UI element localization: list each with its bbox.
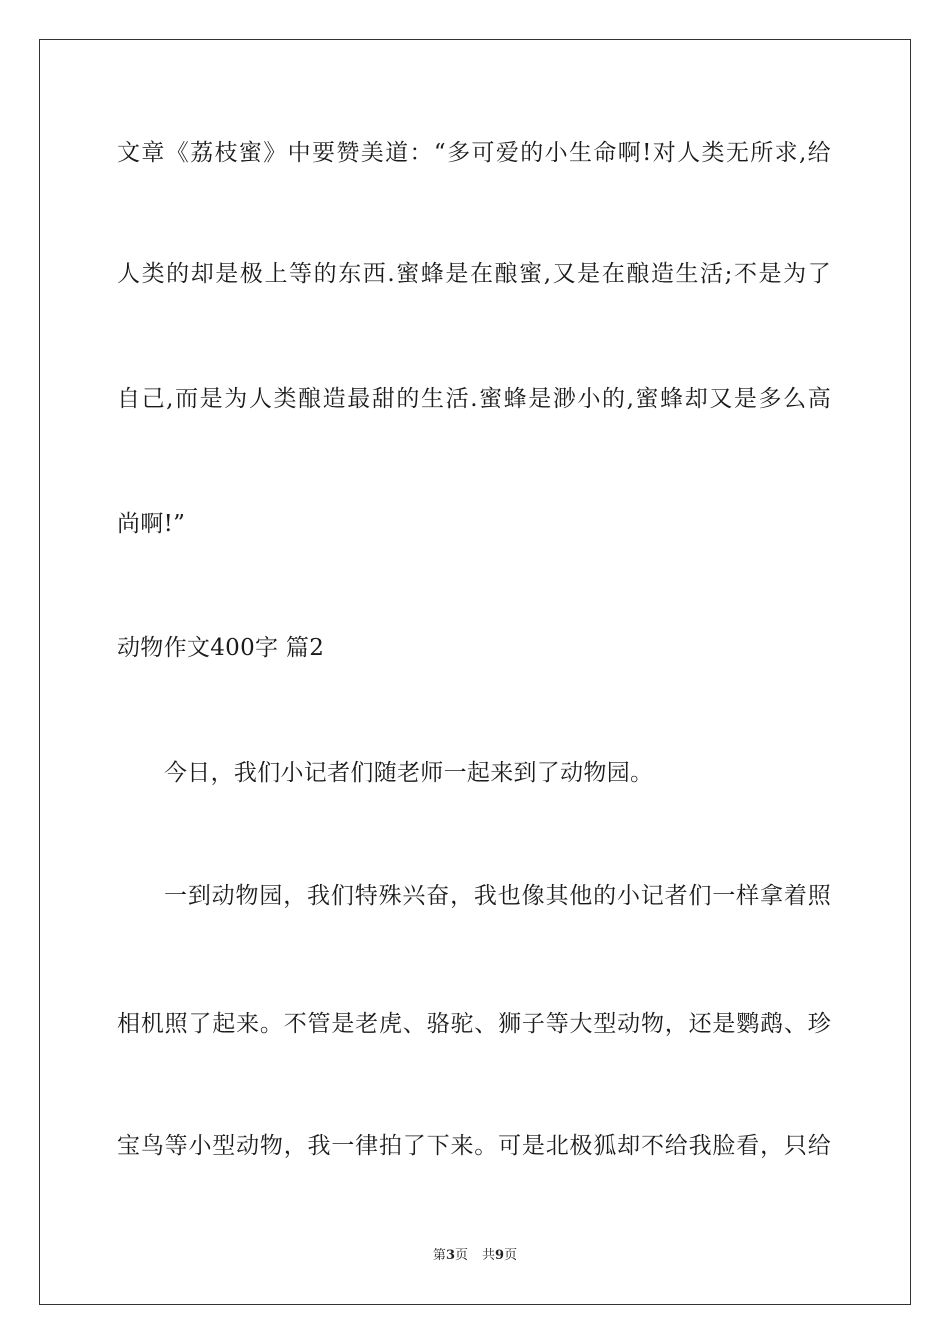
body-line-3: 自己,而是为人类酿造最甜的生活.蜜蜂是渺小的,蜜蜂却又是多么高 [117,386,831,412]
footer-page-prefix: 第 [432,1248,446,1263]
paragraph-2-line-3: 宝鸟等小型动物，我一律拍了下来。可是北极狐却不给我脸看，只给 [117,1133,831,1159]
section-heading: 动物作文400字 篇2 [117,635,325,661]
paragraph-1: 今日，我们小记者们随老师一起来到了动物园。 [164,760,654,786]
footer-page-suffix: 页 [454,1248,468,1263]
body-line-1: 文章《荔枝蜜》中要赞美道：“多可爱的小生命啊!对人类无所求,给 [117,140,831,166]
footer-total-suffix: 页 [504,1248,518,1263]
body-line-4: 尚啊!” [117,511,186,537]
footer-total-prefix: 共 [482,1248,496,1263]
page-footer [0,1248,950,1264]
footer-page-total: 9 [495,1248,505,1263]
page-frame [39,39,911,1305]
body-line-2: 人类的却是极上等的东西.蜜蜂是在酿蜜,又是在酿造生活;不是为了 [117,261,831,287]
paragraph-2-line-2: 相机照了起来。不管是老虎、骆驼、狮子等大型动物，还是鹦鹉、珍 [117,1011,831,1037]
footer-page-current: 3 [445,1248,455,1263]
paragraph-2-line-1: 一到动物园，我们特殊兴奋，我也像其他的小记者们一样拿着照 [164,883,831,909]
